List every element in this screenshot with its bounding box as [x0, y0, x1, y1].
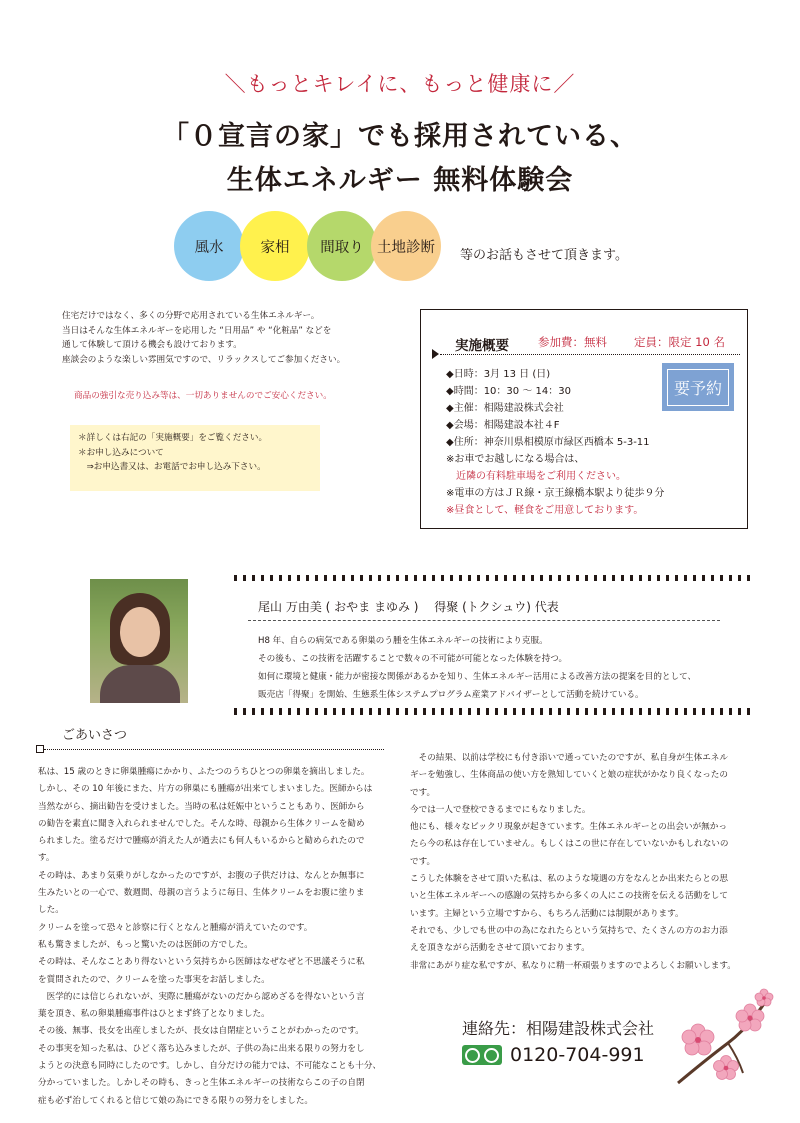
greeting-line: です。 — [410, 787, 436, 798]
greeting-line: 症も必ず治してくれると信じて娘の為にできる限りの努力をしました。 — [38, 1095, 314, 1106]
application-note — [70, 425, 320, 491]
greeting-line: です。 — [410, 856, 436, 867]
greeting-line: す。 — [38, 853, 55, 864]
greeting-line: を質問されたので、クリームを塗った事実をお話しました。 — [38, 974, 270, 985]
greeting-line: した。 — [38, 905, 64, 916]
plum-blossom-illustration — [668, 988, 778, 1088]
page-title-line1: 「０宣言の家」でも採用されている、 — [162, 121, 638, 152]
greeting-left-column — [38, 764, 390, 1110]
greeting-line: 私も驚きましたが、もっと驚いたのは医師の方でした。 — [38, 939, 253, 950]
topic-circle-land — [371, 211, 441, 281]
greeting-line: その時は、そんなことあり得ないという気持ちから医師はなぜなぜと不思議そうに私 — [38, 957, 365, 968]
intro-line: 住宅だけではなく、多くの分野で応用されている生体エネルギー。 — [62, 311, 320, 321]
reservation-badge — [662, 363, 734, 411]
greeting-line: その時は、あまり気乗りがしなかったのですが、お腹の子供だけは、なんとか無事に — [38, 870, 365, 881]
access-note: ※お車でお越しになる場合は、 — [446, 454, 585, 465]
event-details — [446, 366, 664, 519]
bio-line: 如何に環境と健康・能力が密接な関係があるかを知り、生体エネルギー活用による改善方法の提案を目的として、 — [258, 672, 697, 682]
greeting-line: その後、無事、長女を出産しましたが、長女は自閉症ということがわかったのです。 — [38, 1026, 364, 1037]
greeting-line: それでも、少しでも世の中の為になれたらという気持ちで、たくさんの方のお力添 — [410, 925, 728, 936]
capacity-label: 定員：限定 10 名 — [634, 335, 725, 349]
tagline: ＼もっとキレイに、もっと健康に／ — [224, 72, 576, 96]
event-detail: ◆会場：相陽建設本社４F — [446, 420, 560, 431]
topic-label: 土地診断 — [377, 239, 435, 256]
contact-label: 連絡先：相陽建設株式会社 — [462, 1019, 655, 1038]
greeting-line: 私は、15 歳のときに卵巣腫瘍にかかり、ふたつのうちひとつの卵巣を摘出しました。 — [38, 767, 370, 777]
profile-bio — [258, 632, 696, 704]
greeting-line: ギーを勉強し、生体商品の使い方を熟知していくと娘の症状がかなり良くなったの — [410, 770, 728, 781]
greeting-heading: ごあいさつ — [62, 728, 128, 743]
topics-suffix: 等のお話もさせて頂きます。 — [460, 248, 628, 263]
topic-label: 間取り — [320, 239, 364, 256]
bio-line: その後も、この技術を活躍することで数々の不可能が可能となった体験を持つ。 — [258, 654, 568, 664]
dashed-border-bottom — [234, 708, 754, 715]
divider — [44, 749, 384, 750]
topic-label: 家相 — [260, 239, 290, 256]
train-note: ※電車の方はＪＲ線・京王線橋本駅より徒歩９分 — [446, 488, 665, 499]
event-detail: ◆住所：神奈川県相模原市緑区西橋本 5-3-11 — [446, 437, 650, 448]
page-title-line2: 生体エネルギー 無料体験会 — [226, 165, 574, 196]
greeting-line: られました。塗るだけで腫瘍が消えた人が過去にも何人もいるからと勧められたので — [38, 836, 365, 847]
event-detail: ◆主催：相陽建設株式会社 — [446, 403, 564, 414]
greeting-line: こうした体験をさせて頂いた私は、私のような境遇の方をなんとか出来たらとの思 — [410, 874, 728, 885]
note-line: ⇒お申込書又は、お電話でお申し込み下さい。 — [78, 462, 266, 472]
greeting-line: えを頂きながら活動をさせて頂いております。 — [410, 943, 590, 954]
event-detail: ◆時間：10：30 ～ 14：30 — [446, 386, 571, 397]
topic-circle-floorplan — [307, 211, 377, 281]
profile-photo — [90, 579, 188, 703]
fee-label: 参加費：無料 — [538, 335, 607, 349]
greeting-line: 他にも、様々なビックリ現象が起きています。生体エネルギーとの出会いが無かっ — [410, 822, 727, 833]
greeting-line: たら今の私は存在していません。もしくはこの世に存在していないかもしれないの — [410, 839, 729, 850]
greeting-line: います。主婦という立場ですから、もちろん活動には制限があります。 — [410, 908, 684, 919]
topic-label: 風水 — [194, 239, 224, 256]
profile-name: 尾山 万由美 ( おやま まゆみ ) 得聚 (トクシュウ) 代表 — [258, 600, 559, 614]
intro-text — [62, 309, 412, 367]
greeting-line: 医学的には信じられないが、実際に腫瘍がないのだから認めざるを得ないという言 — [38, 991, 365, 1002]
greeting-line: 当然ながら、摘出勧告を受けました。当時の私は妊娠中ということもあり、医師から — [38, 801, 365, 812]
greeting-line: しかし、その 10 年後にまた、片方の卵巣にも腫瘍が出来てしまいました。医師からは — [38, 784, 373, 795]
meal-note: ※昼食として、軽食をご用意しております。 — [446, 505, 644, 516]
greeting-line: 葉を頂き、私の卵巣腫瘍事件はひとまず終了となりました。 — [38, 1009, 270, 1020]
bio-line: 販売店「得聚」を開始、生態系生体システムプログラム産業アドバイザーとして活動を続けている。 — [258, 690, 644, 700]
square-icon — [36, 745, 44, 753]
greeting-line: 生みたいとの一心で、数週間、母親の言うように毎日、生体クリームをお腹に塗りま — [38, 888, 365, 899]
greeting-line: クリームを塗って恐々と診察に行くとなんと腫瘍が消えていたのです。 — [38, 922, 313, 933]
parking-note: 近隣の有料駐車場をご利用ください。 — [446, 471, 626, 482]
contact-phone[interactable] — [462, 1044, 645, 1066]
greeting-line: その事実を知った私は、ひどく落ち込みましたが、子供の為に出来る限りの努力をし — [38, 1043, 365, 1054]
phone-number: 0120-704-991 — [510, 1044, 645, 1066]
freedial-icon — [462, 1045, 502, 1065]
intro-line: 当日はそんな生体エネルギーを応用した “日用品” や “化粧品” などを — [62, 325, 332, 336]
greeting-line: 今では一人で登校できるまでにもなりました。 — [410, 804, 591, 815]
greeting-line: 非常にあがり症な私ですが、私なりに精一杯頑張りますのでよろしくお願いします。 — [410, 960, 736, 971]
greeting-line: その結果、以前は学校にも付き添いで通っていたのですが、私自身が生体エネル — [410, 753, 728, 763]
topic-circle-kaso — [240, 211, 310, 281]
greeting-line: 分かっていました。しかしその時も、きっと生体エネルギーの技術ならこの子の自閉 — [38, 1078, 365, 1089]
greeting-right-column — [410, 750, 762, 975]
note-line: ＊お申し込みについて — [78, 447, 164, 458]
dashed-border-top — [234, 575, 754, 581]
event-heading: 実施概要 — [455, 338, 509, 354]
event-detail: ◆日時：3月 13 日 (日) — [446, 369, 551, 380]
note-line: ＊詳しくは右記の「実施概要」をご覧ください。 — [78, 433, 268, 443]
divider — [248, 620, 720, 621]
greeting-line: ようとの決意も同時にしたのです。しかし、自分だけの能力では、不可能なことも十分、 — [38, 1061, 382, 1072]
intro-line: 座談会のような楽しい雰囲気ですので、リラックスしてご参加ください。 — [62, 354, 346, 365]
divider — [440, 354, 740, 355]
greeting-line: の勧告を素直に聞き入れられませんでした。そんな時、母親から生体クリームを勧め — [38, 818, 365, 829]
bio-line: H8 年、自らの病気である卵巣のう腫を生体エネルギーの技術により克服。 — [258, 636, 548, 646]
intro-line: 通して体験して頂ける機会も設けております。 — [62, 340, 242, 350]
no-sales-notice: 商品の強引な売り込み等は、一切ありませんのでご安心ください。 — [74, 391, 332, 401]
greeting-line: いと生体エネルギーへの感謝の気持ちから多くの人にこの技術を伝える活動をして — [410, 891, 728, 902]
reservation-label: 要予約 — [667, 369, 729, 406]
topic-circle-fengshui — [174, 211, 244, 281]
arrow-icon — [432, 349, 439, 359]
